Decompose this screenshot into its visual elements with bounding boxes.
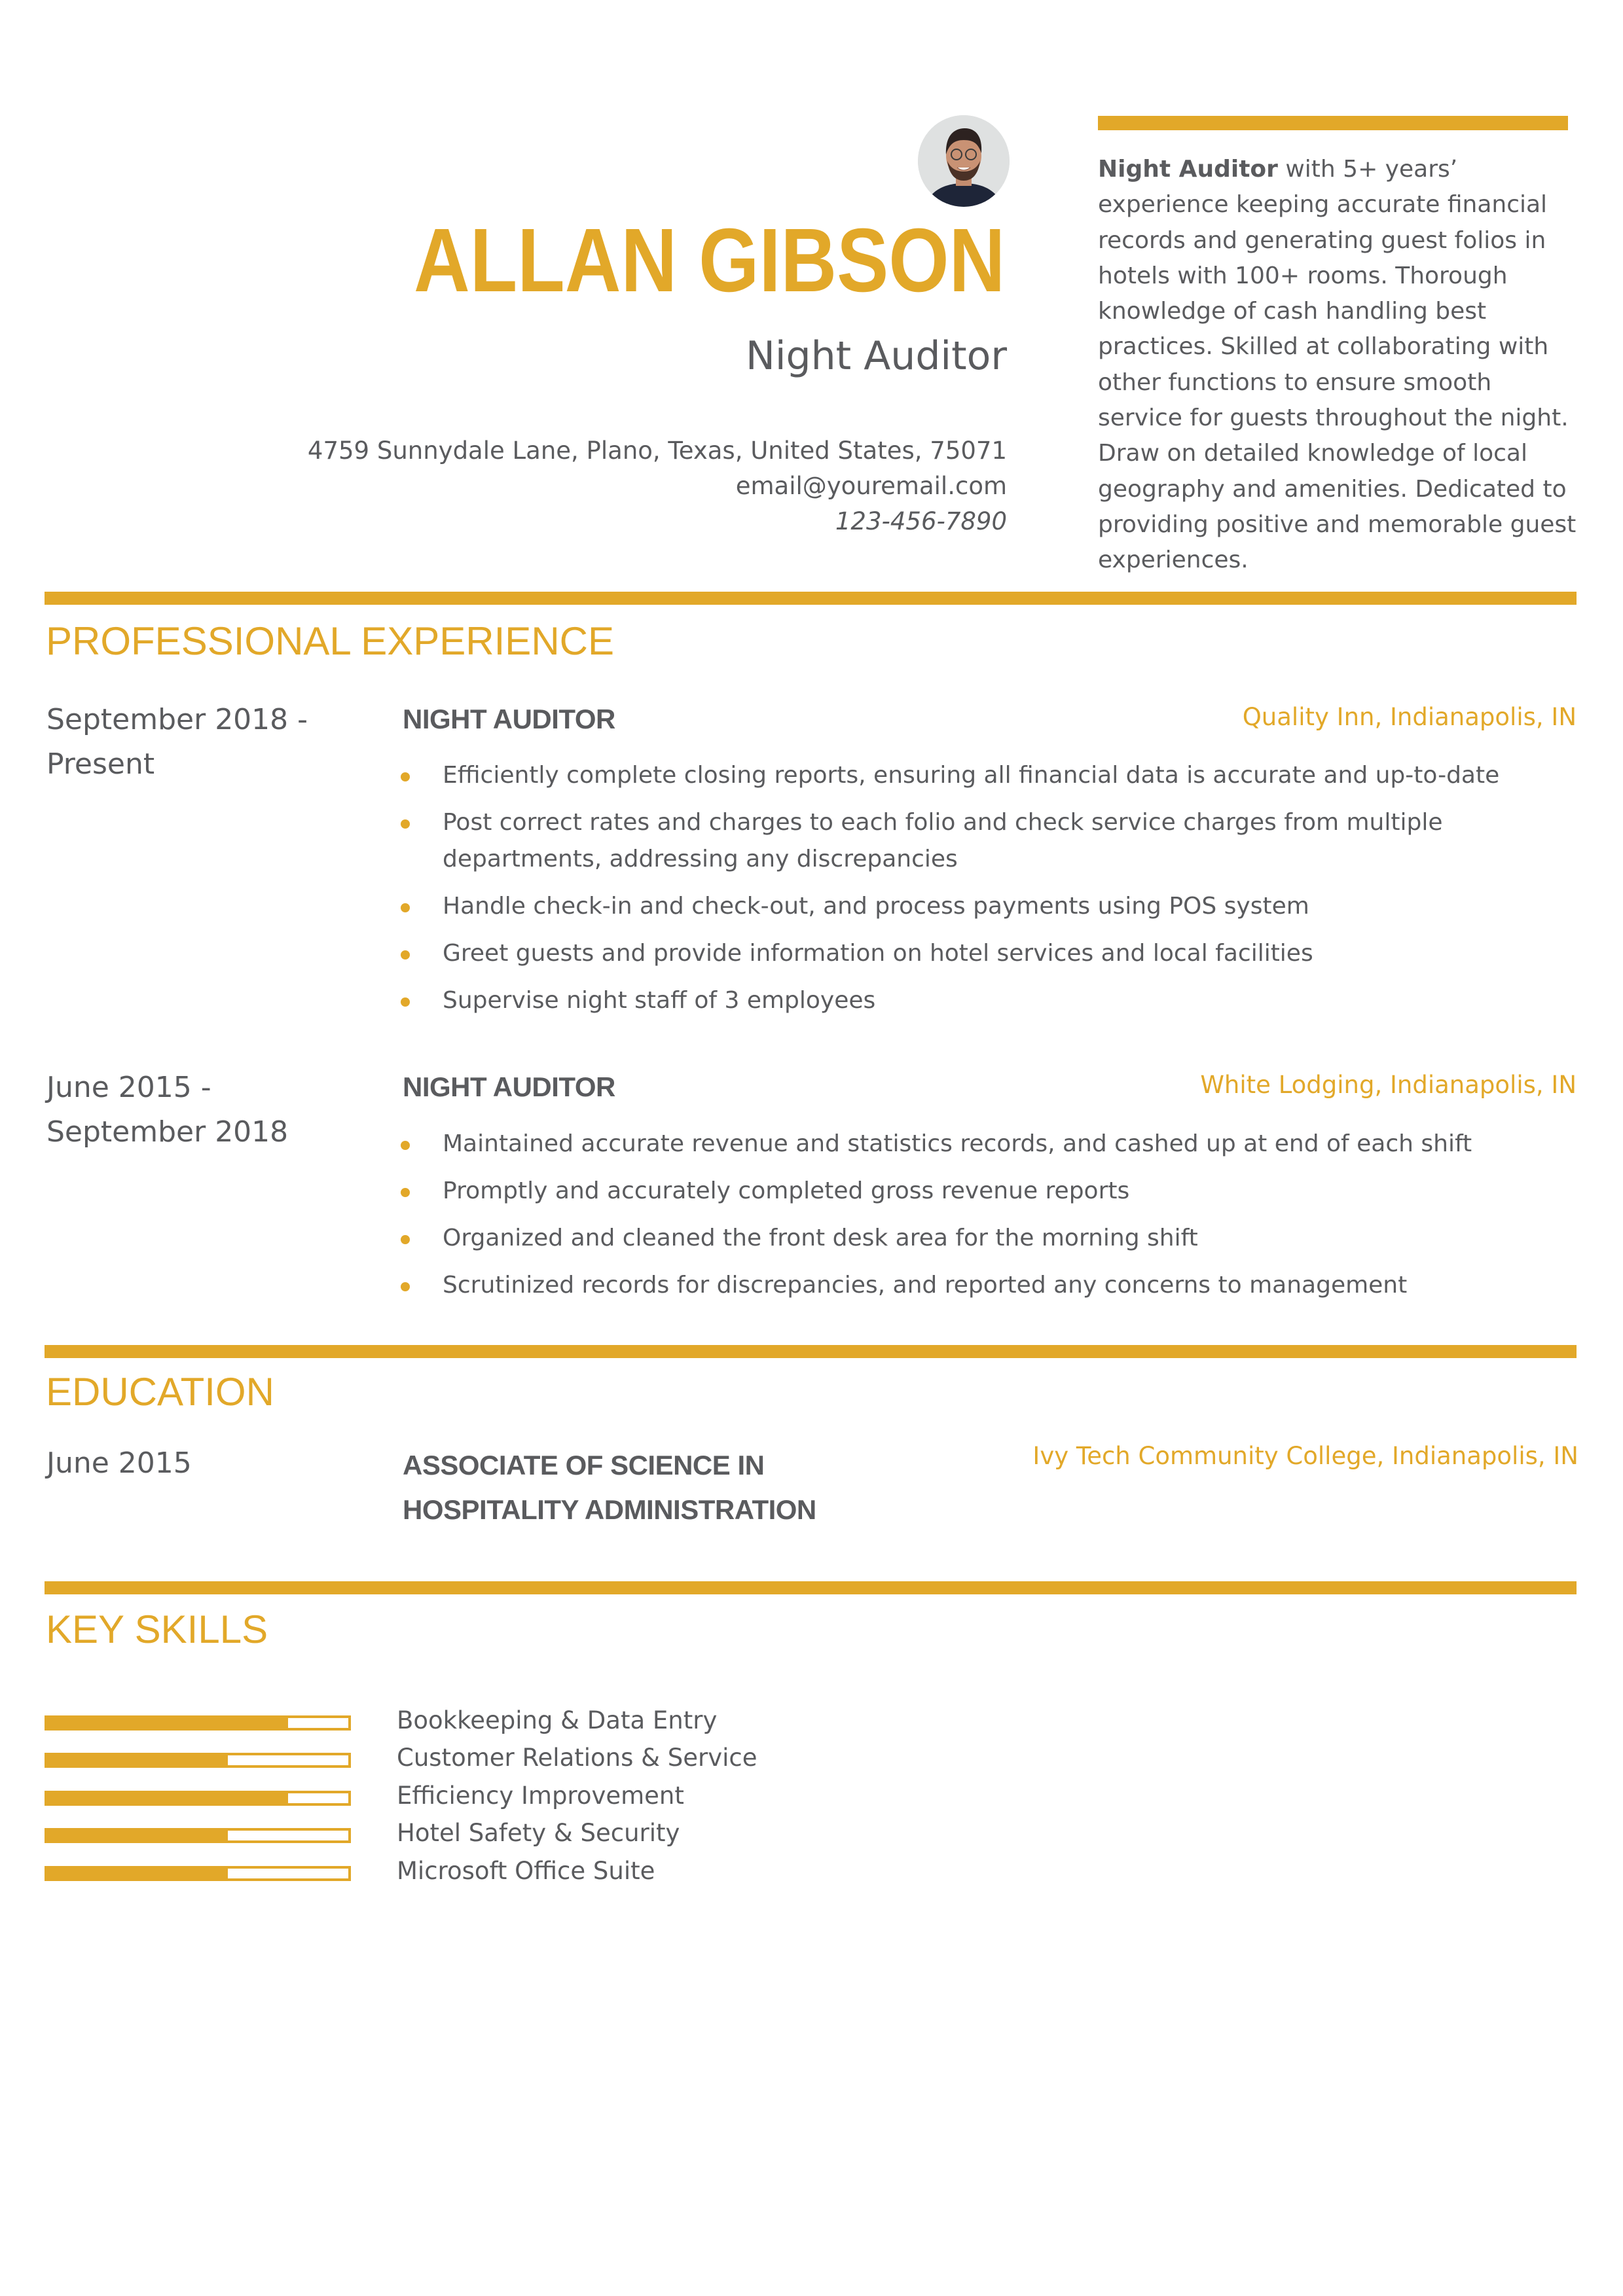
section-divider bbox=[45, 1345, 1577, 1358]
list-item: Scrutinized records for discrepancies, and reported any concerns to management bbox=[393, 1267, 1571, 1304]
address: 4759 Sunnydale Lane, Plano, Texas, United States, 75071 bbox=[307, 437, 1007, 465]
list-item: Organized and cleaned the front desk area for the morning shift bbox=[393, 1220, 1571, 1257]
skill-level-fill bbox=[47, 1869, 228, 1878]
bullet-dot-icon bbox=[401, 997, 410, 1007]
profile-photo-icon bbox=[918, 115, 1010, 207]
job-title: Night Auditor bbox=[746, 333, 1007, 379]
section-divider bbox=[45, 1581, 1577, 1594]
professional-summary bbox=[1098, 152, 1582, 579]
job-company: White Lodging, Indianapolis, IN bbox=[1200, 1071, 1577, 1099]
job-role: NIGHT AUDITOR bbox=[403, 704, 615, 734]
bullet-dot-icon bbox=[401, 1141, 410, 1150]
bullet-dot-icon bbox=[401, 772, 410, 781]
bullet-dot-icon bbox=[401, 950, 410, 960]
summary-accent-bar bbox=[1098, 116, 1568, 130]
job-date: June 2015 - September 2018 bbox=[46, 1071, 289, 1149]
skill-level-bar bbox=[45, 1791, 351, 1806]
job-role: NIGHT AUDITOR bbox=[403, 1071, 615, 1102]
section-heading-education: EDUCATION bbox=[46, 1370, 274, 1414]
skill-label: Efficiency Improvement bbox=[397, 1782, 684, 1810]
summary-text: with 5+ years’ experience keeping accurate financial records and generating guest folios in hotels with 100+ rooms. Thorough knowledge of cash handling best practices. Skilled at collaborating with other functions to ensure smooth service for guests throughout the night. Draw on detailed knowledge of local geography and amenities. Dedicated to providing positive and memorable guest experiences. bbox=[1098, 156, 1577, 574]
skill-label: Bookkeeping & Data Entry bbox=[397, 1706, 718, 1734]
education-degree: ASSOCIATE OF SCIENCE IN HOSPITALITY ADMINISTRATION bbox=[403, 1450, 816, 1525]
skill-row bbox=[45, 1857, 830, 1902]
section-heading-experience: PROFESSIONAL EXPERIENCE bbox=[46, 619, 615, 663]
education-date: June 2015 bbox=[46, 1446, 192, 1480]
skill-level-fill bbox=[47, 1793, 288, 1803]
skill-label: Customer Relations & Service bbox=[397, 1744, 757, 1772]
list-item: Maintained accurate revenue and statistics records, and cashed up at end of each shift bbox=[393, 1126, 1571, 1162]
skill-level-bar bbox=[45, 1715, 351, 1731]
candidate-name: ALLAN GIBSON bbox=[413, 210, 1005, 311]
bullet-dot-icon bbox=[401, 903, 410, 912]
summary-lead: Night Auditor bbox=[1098, 156, 1278, 183]
skill-level-fill bbox=[47, 1755, 228, 1765]
bullet-dot-icon bbox=[401, 819, 410, 829]
skill-level-bar bbox=[45, 1753, 351, 1768]
email-link[interactable]: email@youremail.com bbox=[735, 472, 1007, 500]
skill-level-fill bbox=[47, 1718, 288, 1728]
bullet-dot-icon bbox=[401, 1235, 410, 1244]
education-school: Ivy Tech Community College, Indianapolis, IN bbox=[1032, 1442, 1578, 1470]
bullet-dot-icon bbox=[401, 1282, 410, 1291]
job-company: Quality Inn, Indianapolis, IN bbox=[1242, 703, 1577, 731]
avatar bbox=[918, 115, 1010, 207]
bullet-dot-icon bbox=[401, 1188, 410, 1197]
job-bullets bbox=[393, 1126, 1571, 1314]
skill-level-bar bbox=[45, 1866, 351, 1881]
skill-label: Microsoft Office Suite bbox=[397, 1857, 655, 1885]
skill-level-fill bbox=[47, 1831, 228, 1840]
job-date: September 2018 - Present bbox=[46, 703, 308, 781]
skill-level-bar bbox=[45, 1828, 351, 1843]
list-item: Supervise night staff of 3 employees bbox=[393, 982, 1571, 1019]
list-item: Handle check-in and check-out, and process payments using POS system bbox=[393, 888, 1571, 925]
list-item: Efficiently complete closing reports, ensuring all financial data is accurate and up-to-date bbox=[393, 757, 1571, 794]
skill-label: Hotel Safety & Security bbox=[397, 1819, 680, 1847]
list-item: Post correct rates and charges to each folio and check service charges from multiple departments, addressing any discrepancies bbox=[393, 804, 1451, 878]
job-bullets bbox=[393, 757, 1571, 1030]
section-heading-skills: KEY SKILLS bbox=[46, 1607, 268, 1651]
section-divider bbox=[45, 592, 1577, 605]
phone-number: 123-456-7890 bbox=[835, 507, 1007, 535]
list-item: Promptly and accurately completed gross revenue reports bbox=[393, 1173, 1571, 1210]
list-item: Greet guests and provide information on hotel services and local facilities bbox=[393, 935, 1571, 972]
